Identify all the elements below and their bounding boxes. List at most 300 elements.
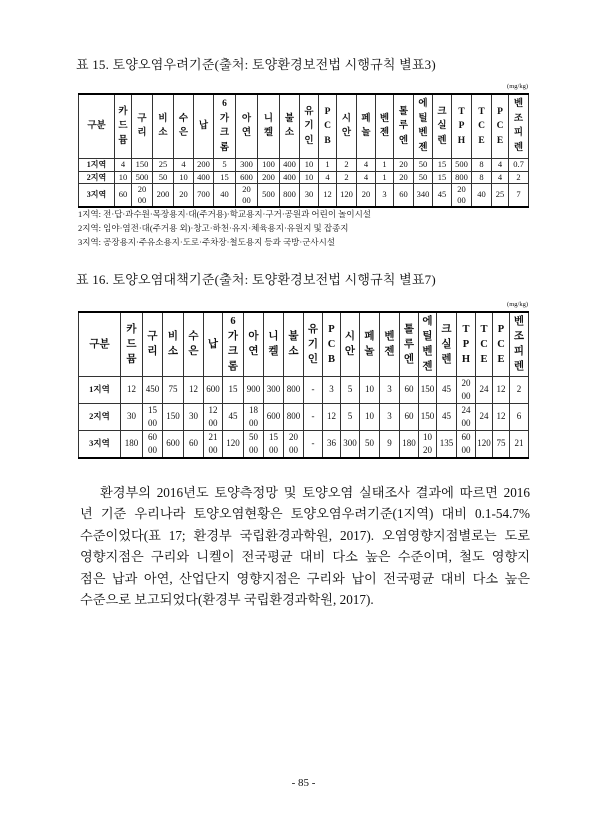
column-header-char: 벤 xyxy=(418,128,428,139)
table-cell: 4 xyxy=(115,158,132,171)
column-header-char: 기 xyxy=(307,338,319,350)
column-header xyxy=(509,94,529,158)
column-header xyxy=(376,94,394,158)
column-header xyxy=(258,94,280,158)
table-cell: 60 xyxy=(115,183,132,207)
table-cell: 150 xyxy=(419,376,437,403)
table-cell: 1 xyxy=(376,171,394,183)
column-header-char: E xyxy=(478,135,485,146)
column-header-char: 시 xyxy=(344,331,356,343)
table-cell: 45 xyxy=(437,403,457,430)
column-header xyxy=(143,312,163,376)
column-header-char: 기 xyxy=(304,121,314,131)
table-cell: 2 xyxy=(337,171,357,183)
column-header xyxy=(115,94,132,158)
column-header xyxy=(493,312,510,376)
table-cell: 12 xyxy=(493,376,510,403)
table-cell: 20 xyxy=(394,158,414,171)
table-cell: 60 xyxy=(400,403,419,430)
table-header xyxy=(79,312,529,376)
table-row xyxy=(79,171,529,183)
table-cell: 25 xyxy=(153,158,174,171)
table-cell: 24 00 xyxy=(457,403,476,430)
column-header-char: T xyxy=(458,106,465,117)
table-15-note: 1지역: 전·답·과수원·목장용지·대(주거용)·학교용지·구거·공원과 어린이 놀이시설 xyxy=(78,209,372,219)
table-15-unit: (mg/kg) xyxy=(507,83,528,90)
column-header-char: 엔 xyxy=(398,135,409,146)
column-header-char: 벤 xyxy=(384,331,395,343)
column-header xyxy=(223,312,244,376)
row-label: 1지역 xyxy=(79,158,115,171)
column-header-char: H xyxy=(461,353,471,365)
column-header xyxy=(194,94,214,158)
paragraph-line: 환경부의 2016년도 토양측정망 및 토양오염 실태조사 결과에 따르면 2016 xyxy=(100,485,530,500)
column-header-char: 은 xyxy=(178,128,189,139)
column-header-char: E xyxy=(497,353,505,365)
column-header-char: 리 xyxy=(137,128,147,139)
column-header xyxy=(236,94,258,158)
table-cell: 500 xyxy=(452,158,472,171)
column-header xyxy=(492,94,509,158)
column-header xyxy=(300,94,319,158)
table-cell: 100 xyxy=(258,158,280,171)
column-header-char: 가 xyxy=(227,331,239,343)
column-header-char: 비 xyxy=(167,331,179,343)
column-header-char: 에 xyxy=(422,316,433,328)
column-header-char: P xyxy=(497,323,505,335)
table-cell: 4 xyxy=(492,158,509,171)
column-header xyxy=(380,312,400,376)
table-cell: 200 xyxy=(258,171,280,183)
table-cell: 300 xyxy=(264,376,284,403)
table-cell: 340 xyxy=(414,183,433,207)
column-header-char: 놀 xyxy=(361,128,371,139)
column-header-char: 납 xyxy=(198,121,209,131)
table-cell: 20 xyxy=(174,183,194,207)
column-header-char: 에 xyxy=(418,99,428,110)
paragraph-line: 수준으로 보고되었다(환경부 국립환경과학원, 2017). xyxy=(80,592,374,608)
table-cell: 10 xyxy=(360,403,380,430)
table-cell: - xyxy=(304,376,323,403)
column-header-char: B xyxy=(327,353,335,365)
table-cell: 180 xyxy=(400,430,419,458)
column-header xyxy=(472,94,492,158)
column-header-char: C xyxy=(496,121,504,131)
column-header-char: 납 xyxy=(207,338,219,350)
table-cell: 10 xyxy=(300,171,319,183)
table-cell: 60 xyxy=(400,376,419,403)
column-header-char: P xyxy=(324,106,331,117)
column-header: 구분 xyxy=(79,312,121,376)
table-cell: 400 xyxy=(194,171,214,183)
table-cell: 0.7 xyxy=(509,158,529,171)
column-header xyxy=(323,312,341,376)
column-header-char: 크 xyxy=(437,106,447,117)
table-cell: 10 xyxy=(300,158,319,171)
paragraph-line: 영향지점은 구리와 니켈이 전국평균 대비 다소 높은 수준이며, 철도 영향지 xyxy=(80,549,530,565)
table-header xyxy=(79,94,529,158)
column-header xyxy=(174,94,194,158)
table-cell: 300 xyxy=(236,158,258,171)
column-header-char: 켈 xyxy=(263,128,274,139)
table-cell: 60 00 xyxy=(457,430,476,458)
column-header-char: T xyxy=(478,106,485,117)
table-15 xyxy=(78,93,529,208)
column-header-char: 니 xyxy=(268,331,279,343)
table-cell: 4 xyxy=(319,171,337,183)
column-header-char: 조 xyxy=(513,331,525,343)
page-number: - 85 - xyxy=(291,777,316,789)
column-header-char: 뮴 xyxy=(126,353,137,365)
column-header xyxy=(476,312,493,376)
table-cell: 12 xyxy=(493,403,510,430)
row-label: 2지역 xyxy=(79,171,115,183)
column-header-char: 유 xyxy=(307,323,319,335)
table-cell: 2 xyxy=(510,376,529,403)
table-16-caption: 표 16. 토양오염대책기준(출처: 토양환경보전법 시행규칙 별표7) xyxy=(76,272,436,287)
column-header-char: 놀 xyxy=(364,346,375,358)
column-header xyxy=(132,94,153,158)
table-row xyxy=(79,430,529,458)
column-header-char: 루 xyxy=(403,338,415,350)
row-label: 3지역 xyxy=(79,430,121,458)
column-header-char: 소 xyxy=(284,128,295,139)
table-cell: 45 xyxy=(437,376,457,403)
table-cell: 450 xyxy=(143,376,163,403)
table-cell: 15 00 xyxy=(143,403,163,430)
column-header-char: 구 xyxy=(137,113,147,124)
column-header-char: 크 xyxy=(219,128,230,139)
table-cell: 500 xyxy=(132,171,153,183)
table-cell: 3 xyxy=(323,376,341,403)
column-header xyxy=(510,312,529,376)
column-header-char: 수 xyxy=(178,113,189,124)
column-header xyxy=(337,94,357,158)
column-header-char: 유 xyxy=(304,106,314,117)
table-cell: 12 xyxy=(121,376,143,403)
column-header-char: 실 xyxy=(441,338,452,350)
table-cell: 800 xyxy=(452,171,472,183)
column-header-char: 켈 xyxy=(268,346,279,358)
table-body xyxy=(79,376,529,458)
column-header-char: 벤 xyxy=(513,99,524,110)
column-header-char: 젠 xyxy=(418,142,428,153)
column-header-char: 조 xyxy=(513,113,524,124)
column-header-char: 루 xyxy=(398,121,409,131)
column-header xyxy=(284,312,304,376)
table-cell: 20 xyxy=(357,183,376,207)
column-header-char: P xyxy=(458,121,465,131)
table-cell: 60 xyxy=(394,183,414,207)
table-cell: 45 xyxy=(223,403,244,430)
column-header-char: 렌 xyxy=(513,361,525,373)
table-cell: - xyxy=(304,430,323,458)
column-header-char: 롬 xyxy=(227,361,239,373)
column-header-char: 가 xyxy=(219,113,230,124)
column-header-char: 소 xyxy=(288,346,299,358)
column-header-char: 니 xyxy=(263,113,274,124)
table-cell: 12 xyxy=(184,376,204,403)
column-header-char: 인 xyxy=(304,135,314,146)
table-cell: 8 xyxy=(472,158,492,171)
table-cell: 50 xyxy=(414,158,433,171)
table-cell: 3 xyxy=(380,376,400,403)
column-header-char: 불 xyxy=(284,113,295,124)
table-cell: 40 xyxy=(472,183,492,207)
table-15-caption: 표 15. 토양오염우려기준(출처: 토양환경보전법 시행규칙 별표3) xyxy=(76,57,436,72)
column-header xyxy=(437,312,457,376)
table-cell: - xyxy=(304,403,323,430)
table-cell: 4 xyxy=(492,171,509,183)
column-header-char: 카 xyxy=(118,106,128,117)
table-cell: 2 xyxy=(509,171,529,183)
column-header-char: C xyxy=(327,338,336,350)
table-cell: 5 xyxy=(341,376,360,403)
table-cell: 75 xyxy=(163,376,184,403)
table-15-notes xyxy=(78,207,371,249)
table-cell: 400 xyxy=(280,158,300,171)
column-header-char: 피 xyxy=(513,346,525,358)
column-header-char: 젠 xyxy=(379,128,390,139)
table-cell: 2 xyxy=(337,158,357,171)
table-cell: 800 xyxy=(284,376,304,403)
column-header-char: 드 xyxy=(118,121,128,131)
column-header-char: C xyxy=(478,121,485,131)
column-header-char: 크 xyxy=(441,323,452,335)
table-cell: 120 xyxy=(476,430,493,458)
table-cell: 12 xyxy=(319,183,337,207)
table-cell: 20 00 xyxy=(236,183,258,207)
column-header-char: 크 xyxy=(227,346,239,358)
table-cell: 45 xyxy=(433,183,452,207)
table-cell: 20 00 xyxy=(457,376,476,403)
table-cell: 700 xyxy=(194,183,214,207)
table-cell: 600 xyxy=(236,171,258,183)
table-row xyxy=(79,403,529,430)
table-cell: 400 xyxy=(280,171,300,183)
column-header-char: 벤 xyxy=(379,113,390,124)
table-cell: 15 xyxy=(433,158,452,171)
column-header-char: E xyxy=(480,353,488,365)
column-header xyxy=(414,94,433,158)
table-cell: 150 xyxy=(132,158,153,171)
column-header-char: 소 xyxy=(158,128,168,139)
table-cell: 24 xyxy=(476,376,493,403)
table-cell: 60 xyxy=(184,430,204,458)
column-header-char: 아 xyxy=(241,113,252,124)
column-header xyxy=(214,94,236,158)
row-label: 1지역 xyxy=(79,376,121,403)
table-cell: 30 xyxy=(300,183,319,207)
column-header-char: 연 xyxy=(241,128,252,139)
table-cell: 1 xyxy=(376,158,394,171)
column-header xyxy=(452,94,472,158)
column-header-char: 시 xyxy=(341,113,352,124)
column-header-char: 톨 xyxy=(403,323,415,335)
column-header-char: 틸 xyxy=(422,331,433,343)
table-cell: 200 xyxy=(194,158,214,171)
table-cell: 1 xyxy=(319,158,337,171)
table-cell: 36 xyxy=(323,430,341,458)
table-cell: 10 xyxy=(360,376,380,403)
column-header-char: 젠 xyxy=(384,346,395,358)
column-header xyxy=(319,94,337,158)
column-header-char: C xyxy=(324,121,331,131)
table-15-note: 3지역: 공장용지·주유소용지·도로·주차장·철도용지 등과 국방·군사시설 xyxy=(78,237,336,247)
column-header xyxy=(244,312,264,376)
table-cell: 180 xyxy=(121,430,143,458)
column-header xyxy=(204,312,223,376)
table-cell: 500 xyxy=(258,183,280,207)
table-cell: 300 xyxy=(341,430,360,458)
table-cell: 20 xyxy=(394,171,414,183)
column-header-char: 6 xyxy=(230,316,236,328)
column-header-char: 틸 xyxy=(418,113,428,124)
column-header-char: 페 xyxy=(361,113,371,124)
column-header-char: C xyxy=(480,338,488,350)
column-header-char: 불 xyxy=(288,331,299,343)
table-cell: 15 xyxy=(433,171,452,183)
column-header-char: 아 xyxy=(248,331,259,343)
table-cell: 20 00 xyxy=(452,183,472,207)
table-cell: 800 xyxy=(280,183,300,207)
column-header-char: 구 xyxy=(147,331,158,343)
table-cell: 50 00 xyxy=(244,430,264,458)
table-cell: 25 xyxy=(492,183,509,207)
table-cell: 21 00 xyxy=(204,430,223,458)
column-header xyxy=(457,312,476,376)
table-cell: 10 20 xyxy=(419,430,437,458)
column-header-char: 피 xyxy=(513,128,524,139)
table-header-row xyxy=(79,94,529,158)
table-cell: 800 xyxy=(284,403,304,430)
table-cell: 12 00 xyxy=(204,403,223,430)
table-cell: 20 00 xyxy=(284,430,304,458)
table-header-row xyxy=(79,312,529,376)
table-cell: 15 xyxy=(214,171,236,183)
table-cell: 3 xyxy=(376,183,394,207)
column-header-char: P xyxy=(328,323,335,335)
table-cell: 200 xyxy=(153,183,174,207)
column-header-char: 렌 xyxy=(441,353,452,365)
column-header-char: 비 xyxy=(158,113,168,124)
table-16-unit: (mg/kg) xyxy=(507,301,528,308)
table-cell: 6 xyxy=(510,403,529,430)
table-cell: 75 xyxy=(493,430,510,458)
column-header-char: 드 xyxy=(126,338,137,350)
column-header-char: 리 xyxy=(147,346,158,358)
column-header-char: 벤 xyxy=(513,316,525,328)
column-header-char: E xyxy=(496,135,504,146)
table-cell: 30 xyxy=(121,403,143,430)
column-header-char: 안 xyxy=(341,128,352,139)
column-header-char: T xyxy=(480,323,488,335)
column-header xyxy=(360,312,380,376)
table-cell: 4 xyxy=(357,171,376,183)
table-row xyxy=(79,376,529,403)
table-cell: 50 xyxy=(153,171,174,183)
table-cell: 8 xyxy=(472,171,492,183)
column-header-char: 소 xyxy=(167,346,179,358)
column-header-char: 페 xyxy=(364,331,375,343)
column-header xyxy=(419,312,437,376)
column-header xyxy=(153,94,174,158)
table-15-note: 2지역: 임야·염전·대(주거용 외)·창고·하천·유지·체육용지·유원지 및 잡종지 xyxy=(78,223,349,233)
table-cell: 18 00 xyxy=(244,403,264,430)
table-cell: 5 xyxy=(214,158,236,171)
column-header-char: B xyxy=(324,135,331,146)
paragraph-line: 년 기준 우리나라 토양오염현황은 토양오염우려기준(1지역) 대비 0.1-54.7% xyxy=(80,506,530,522)
column-header xyxy=(400,312,419,376)
column-header-char: 은 xyxy=(188,346,199,358)
table-cell: 150 xyxy=(419,403,437,430)
table-cell: 3 xyxy=(380,403,400,430)
column-header-char: 카 xyxy=(126,323,137,335)
column-header xyxy=(280,94,300,158)
table-cell: 30 xyxy=(184,403,204,430)
column-header xyxy=(264,312,284,376)
column-header xyxy=(433,94,452,158)
table-cell: 40 xyxy=(214,183,236,207)
table-cell: 20 00 xyxy=(132,183,153,207)
table-cell: 9 xyxy=(380,430,400,458)
table-cell: 4 xyxy=(174,158,194,171)
table-cell: 135 xyxy=(437,430,457,458)
table-row xyxy=(79,158,529,171)
body-paragraph xyxy=(80,482,530,610)
table-cell: 600 xyxy=(264,403,284,430)
column-header-char: 엔 xyxy=(403,353,415,365)
column-header-char: 안 xyxy=(344,346,356,358)
column-header-char: 뮴 xyxy=(118,135,128,146)
table-cell: 15 00 xyxy=(264,430,284,458)
column-header xyxy=(341,312,360,376)
column-header-char: P xyxy=(462,338,470,350)
table-cell: 600 xyxy=(163,430,184,458)
column-header-char: P xyxy=(497,106,503,117)
row-label: 2지역 xyxy=(79,403,121,430)
table-cell: 21 xyxy=(510,430,529,458)
table-row xyxy=(79,183,529,207)
table-16 xyxy=(78,311,529,459)
table-cell: 12 xyxy=(323,403,341,430)
table-cell: 7 xyxy=(509,183,529,207)
table-cell: 24 xyxy=(476,403,493,430)
column-header-char: 롬 xyxy=(219,142,230,153)
column-header xyxy=(184,312,204,376)
table-body xyxy=(79,158,529,207)
column-header: 구분 xyxy=(79,94,115,158)
row-label: 3지역 xyxy=(79,183,115,207)
column-header-char: C xyxy=(497,338,505,350)
table-cell: 120 xyxy=(337,183,357,207)
column-header-char: 실 xyxy=(437,121,447,131)
column-header xyxy=(304,312,323,376)
table-cell: 10 xyxy=(174,171,194,183)
column-header-char: 벤 xyxy=(422,346,433,358)
column-header-char: 수 xyxy=(188,331,199,343)
table-cell: 900 xyxy=(244,376,264,403)
table-cell: 150 xyxy=(163,403,184,430)
column-header-char: T xyxy=(462,323,470,335)
paragraph-line: 수준이었다(표 17; 환경부 국립환경과학원, 2017). 오염영향지점별로는 도로 xyxy=(80,527,530,543)
table-cell: 60 00 xyxy=(143,430,163,458)
table-cell: 5 xyxy=(341,403,360,430)
table-cell: 10 xyxy=(115,171,132,183)
table-cell: 50 xyxy=(360,430,380,458)
column-header-char: 젠 xyxy=(422,361,433,373)
column-header-char: H xyxy=(457,135,466,146)
